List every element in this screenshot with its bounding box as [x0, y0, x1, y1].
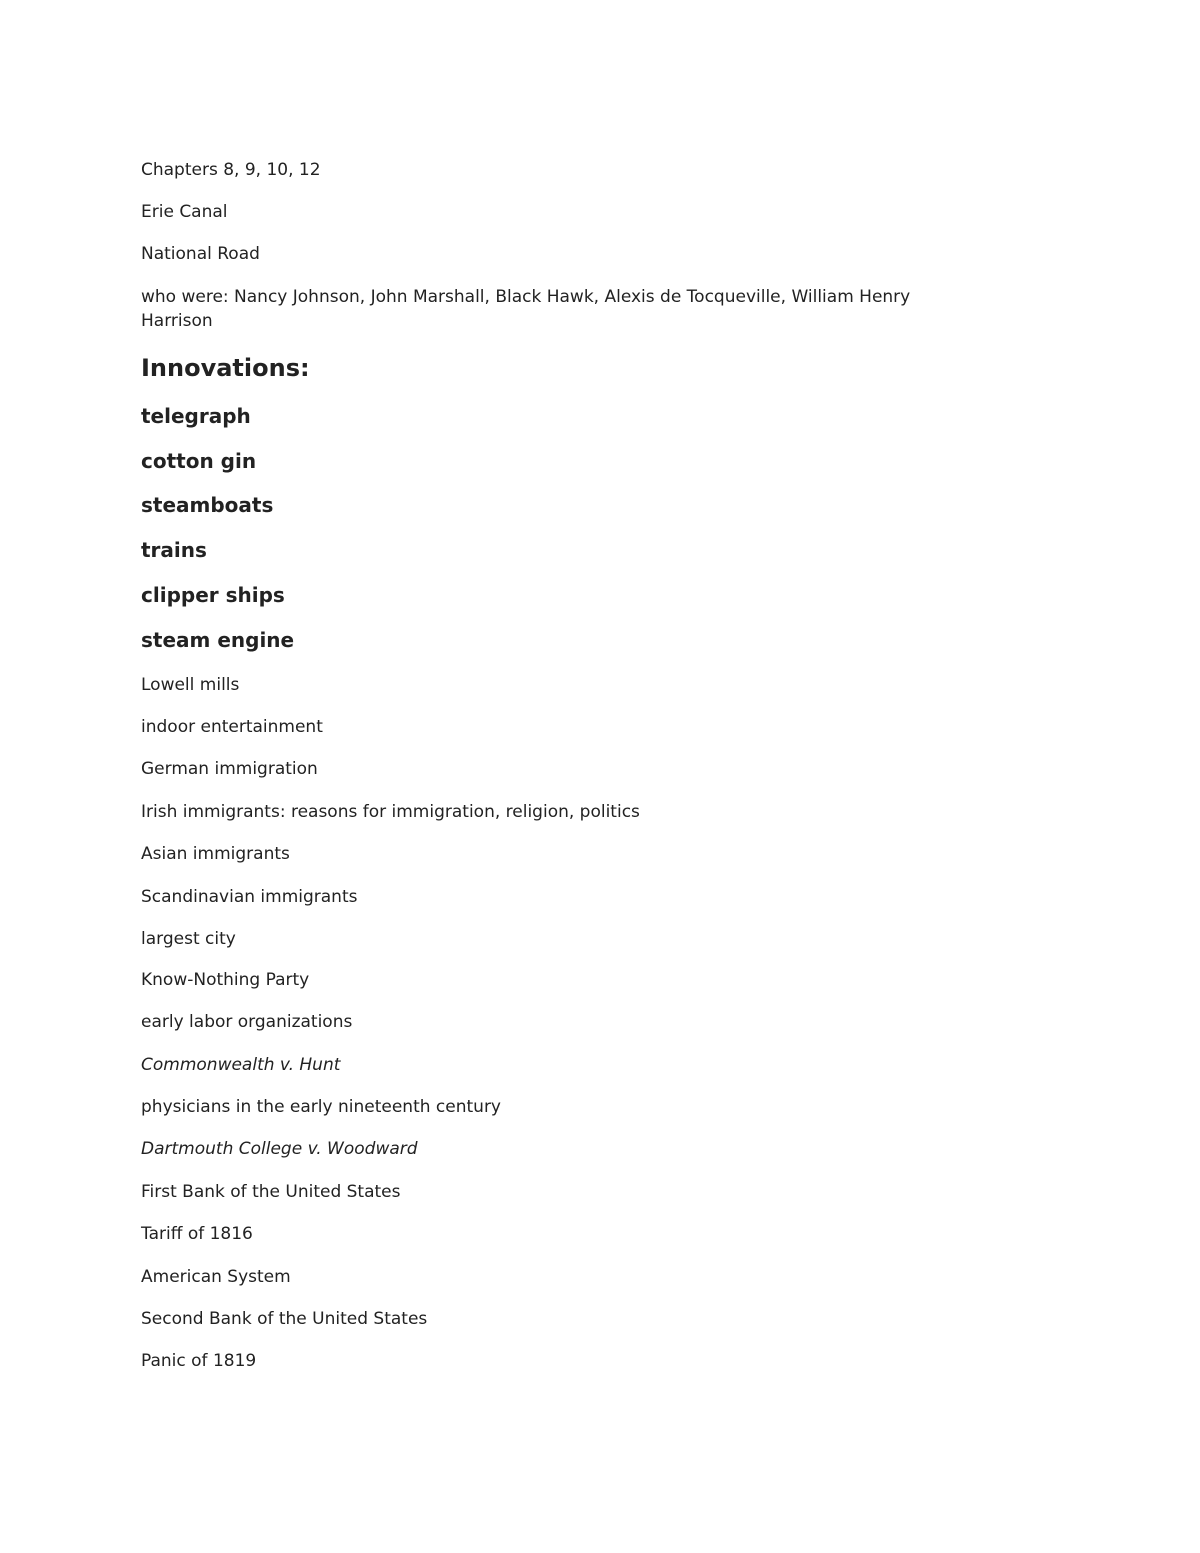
- who-were-item: who were: Nancy Johnson, John Marshall, Black Hawk, Alexis de Tocqueville, William Henry Harrison: [141, 287, 911, 331]
- innovation-item: steamboats: [141, 493, 274, 517]
- erie-canal-item: Erie Canal: [141, 202, 228, 222]
- innovation-item: steam engine: [141, 628, 295, 652]
- term-item: largest city: [141, 929, 236, 949]
- term-item: physicians in the early nineteenth century: [141, 1097, 501, 1117]
- innovation-item: trains: [141, 538, 207, 562]
- national-road-item: National Road: [141, 244, 260, 264]
- innovation-item: cotton gin: [141, 449, 257, 473]
- innovation-item: clipper ships: [141, 583, 285, 607]
- term-item: Scandinavian immigrants: [141, 887, 358, 907]
- term-item: Know-Nothing Party: [141, 970, 310, 990]
- innovations-heading: Innovations:: [141, 354, 310, 382]
- term-item: Tariff of 1816: [141, 1224, 253, 1244]
- term-item: Lowell mills: [141, 675, 240, 695]
- case-title-item: Commonwealth v. Hunt: [141, 1055, 341, 1075]
- term-item: Second Bank of the United States: [141, 1309, 428, 1329]
- term-item: First Bank of the United States: [141, 1182, 401, 1202]
- term-item: early labor organizations: [141, 1012, 353, 1032]
- innovation-item: telegraph: [141, 404, 251, 428]
- case-title-item: Dartmouth College v. Woodward: [141, 1139, 418, 1159]
- term-item: indoor entertainment: [141, 717, 323, 737]
- term-item: German immigration: [141, 759, 318, 779]
- term-item: Irish immigrants: reasons for immigration, religion, politics: [141, 802, 640, 822]
- term-item: Asian immigrants: [141, 844, 290, 864]
- chapters-line: Chapters 8, 9, 10, 12: [141, 160, 321, 180]
- term-item: American System: [141, 1267, 291, 1287]
- term-item: Panic of 1819: [141, 1351, 257, 1371]
